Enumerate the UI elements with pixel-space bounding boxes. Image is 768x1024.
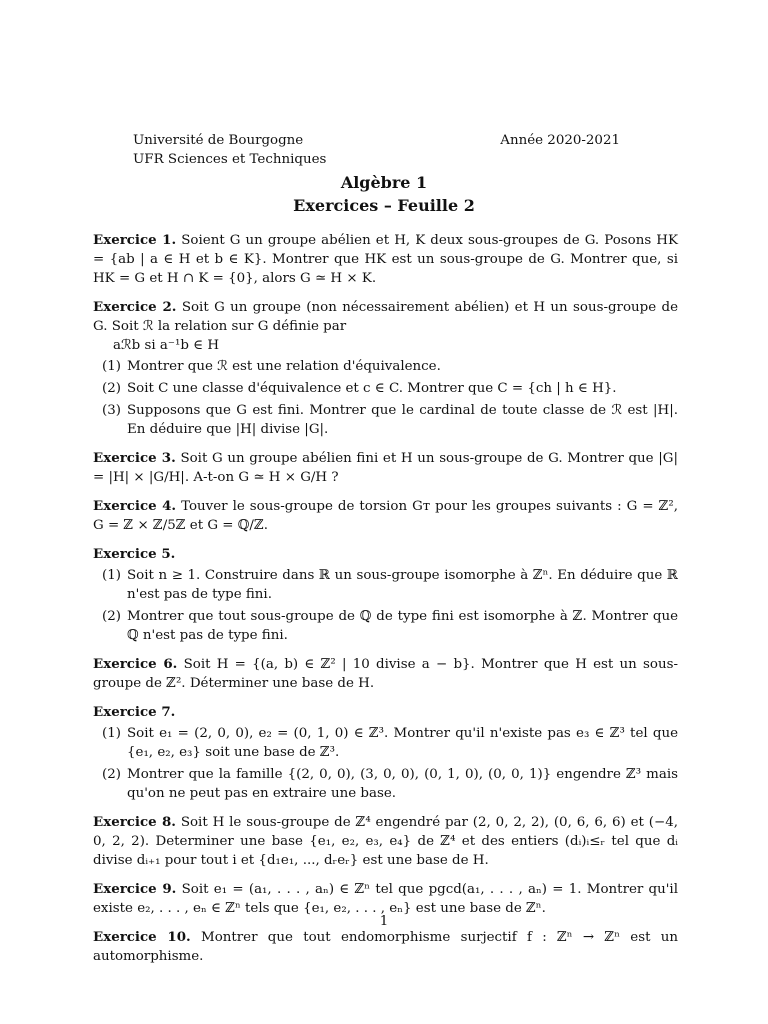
exercise-5 <box>93 545 678 645</box>
exercise-text: Touver le sous-groupe de torsion Gᴛ pour les groupes suivants : G = ℤ², G = ℤ × ℤ/5ℤ et G = ℚ/ℤ. <box>93 499 679 533</box>
question-text: Montrer que la famille {(2, 0, 0), (3, 0, 0), (0, 1, 0), (0, 0, 1)} engendre ℤ³ mais qu'on ne peut pas en extraire une base. <box>127 767 678 801</box>
exercise-4 <box>93 497 678 535</box>
relation-formula: aℛb si a⁻¹b ∈ H <box>113 338 220 353</box>
faculty-name: UFR Sciences et Techniques <box>133 152 327 167</box>
exercise-3 <box>93 449 678 487</box>
question-number: (2) <box>102 381 121 396</box>
question-list <box>93 566 678 645</box>
exercise-label: Exercice 1. <box>93 232 177 248</box>
question-item <box>93 379 678 398</box>
title-line-1: Algèbre 1 <box>340 173 428 192</box>
question-text: Montrer que tout sous-groupe de ℚ de type fini est isomorphe à ℤ. Montrer que ℚ n'est pas de type fini. <box>127 609 678 643</box>
exercise-label: Exercice 5. <box>93 546 176 562</box>
question-number: (2) <box>102 767 121 782</box>
question-text: Soit C une classe d'équivalence et c ∈ C. Montrer que C = {ch | h ∈ H}. <box>127 381 617 396</box>
question-number: (2) <box>102 609 121 624</box>
exercise-text: Soit G un groupe (non nécessairement abélien) et H un sous-groupe de G. Soit ℛ la relation sur G définie par <box>93 300 678 334</box>
exercise-text: Soit e₁ = (a₁, . . . , aₙ) ∈ ℤⁿ tel que pgcd(a₁, . . . , aₙ) = 1. Montrer qu'il existe e₂, . . . , eₙ ∈ ℤⁿ tels que {e₁, e₂, . . . , eₙ} est une base de ℤⁿ. <box>93 882 679 916</box>
question-item <box>93 765 678 803</box>
exercise-10 <box>93 928 678 966</box>
exercise-label: Exercice 4. <box>93 498 177 514</box>
question-item <box>93 566 678 604</box>
exercise-label: Exercice 9. <box>93 881 177 897</box>
exercise-label: Exercice 3. <box>93 450 176 466</box>
academic-year: Année 2020-2021 <box>500 133 620 148</box>
question-text: Soit n ≥ 1. Construire dans ℝ un sous-groupe isomorphe à ℤⁿ. En déduire que ℝ n'est pas de type fini. <box>127 568 678 602</box>
exercise-label: Exercice 2. <box>93 299 177 315</box>
question-number: (1) <box>102 726 121 741</box>
exercise-1 <box>93 231 678 288</box>
question-item <box>93 724 678 762</box>
header <box>133 131 620 169</box>
question-list <box>93 724 678 803</box>
question-item <box>93 357 678 376</box>
exercise-text: Soient G un groupe abélien et H, K deux sous-groupes de G. Posons HK = {ab | a ∈ H et b ∈ K}. Montrer que HK est un sous-groupe de G. Montrer que, si HK = G et H ∩ K = {0}, alors G ≃ H × K. <box>93 233 678 286</box>
exercise-label: Exercice 7. <box>93 704 176 720</box>
question-item <box>93 401 678 439</box>
exercise-text: Soit H le sous-groupe de ℤ⁴ engendré par (2, 0, 2, 2), (0, 6, 6, 6) et (−4, 0, 2, 2). Determiner une base {e₁, e₂, e₃, e₄} de ℤ⁴ et des entiers (dᵢ)ᵢ≤ᵣ tel que dᵢ divise dᵢ₊₁ pour tout i et {d₁e₁, ..., dᵣeᵣ} est une base de H. <box>93 815 678 868</box>
exercise-list <box>93 231 678 976</box>
exercise-text: Soit G un groupe abélien fini et H un sous-groupe de G. Montrer que |G| = |H| × |G/H|. A-t-on G ≃ H × G/H ? <box>93 451 678 485</box>
exercise-8 <box>93 813 678 870</box>
question-text: Soit e₁ = (2, 0, 0), e₂ = (0, 1, 0) ∈ ℤ³. Montrer qu'il n'existe pas e₃ ∈ ℤ³ tel que {e₁, e₂, e₃} soit une base de ℤ³. <box>127 726 678 760</box>
question-list <box>93 357 678 439</box>
question-text: Montrer que ℛ est une relation d'équivalence. <box>127 359 441 374</box>
question-number: (3) <box>102 403 121 418</box>
title-line-2: Exercices – Feuille 2 <box>293 196 475 215</box>
exercise-6 <box>93 655 678 693</box>
exercise-label: Exercice 6. <box>93 656 178 672</box>
exercise-text: Soit H = {(a, b) ∈ ℤ² | 10 divise a − b}. Montrer que H est un sous-groupe de ℤ². Déterminer une base de H. <box>93 657 678 691</box>
exercise-label: Exercice 10. <box>93 929 191 945</box>
exercise-label: Exercice 8. <box>93 814 176 830</box>
question-text: Supposons que G est fini. Montrer que le cardinal de toute classe de ℛ est |H|. En déduire que |H| divise |G|. <box>127 403 678 437</box>
question-number: (1) <box>102 359 121 374</box>
exercise-2 <box>93 298 678 439</box>
exercise-text: Montrer que tout endomorphisme surjectif f : ℤⁿ → ℤⁿ est un automorphisme. <box>93 930 679 964</box>
question-item <box>93 607 678 645</box>
exercise-7 <box>93 703 678 803</box>
page-number: 1 <box>379 914 389 929</box>
university-name: Université de Bourgogne <box>133 133 304 148</box>
document-title <box>0 171 768 217</box>
question-number: (1) <box>102 568 121 583</box>
